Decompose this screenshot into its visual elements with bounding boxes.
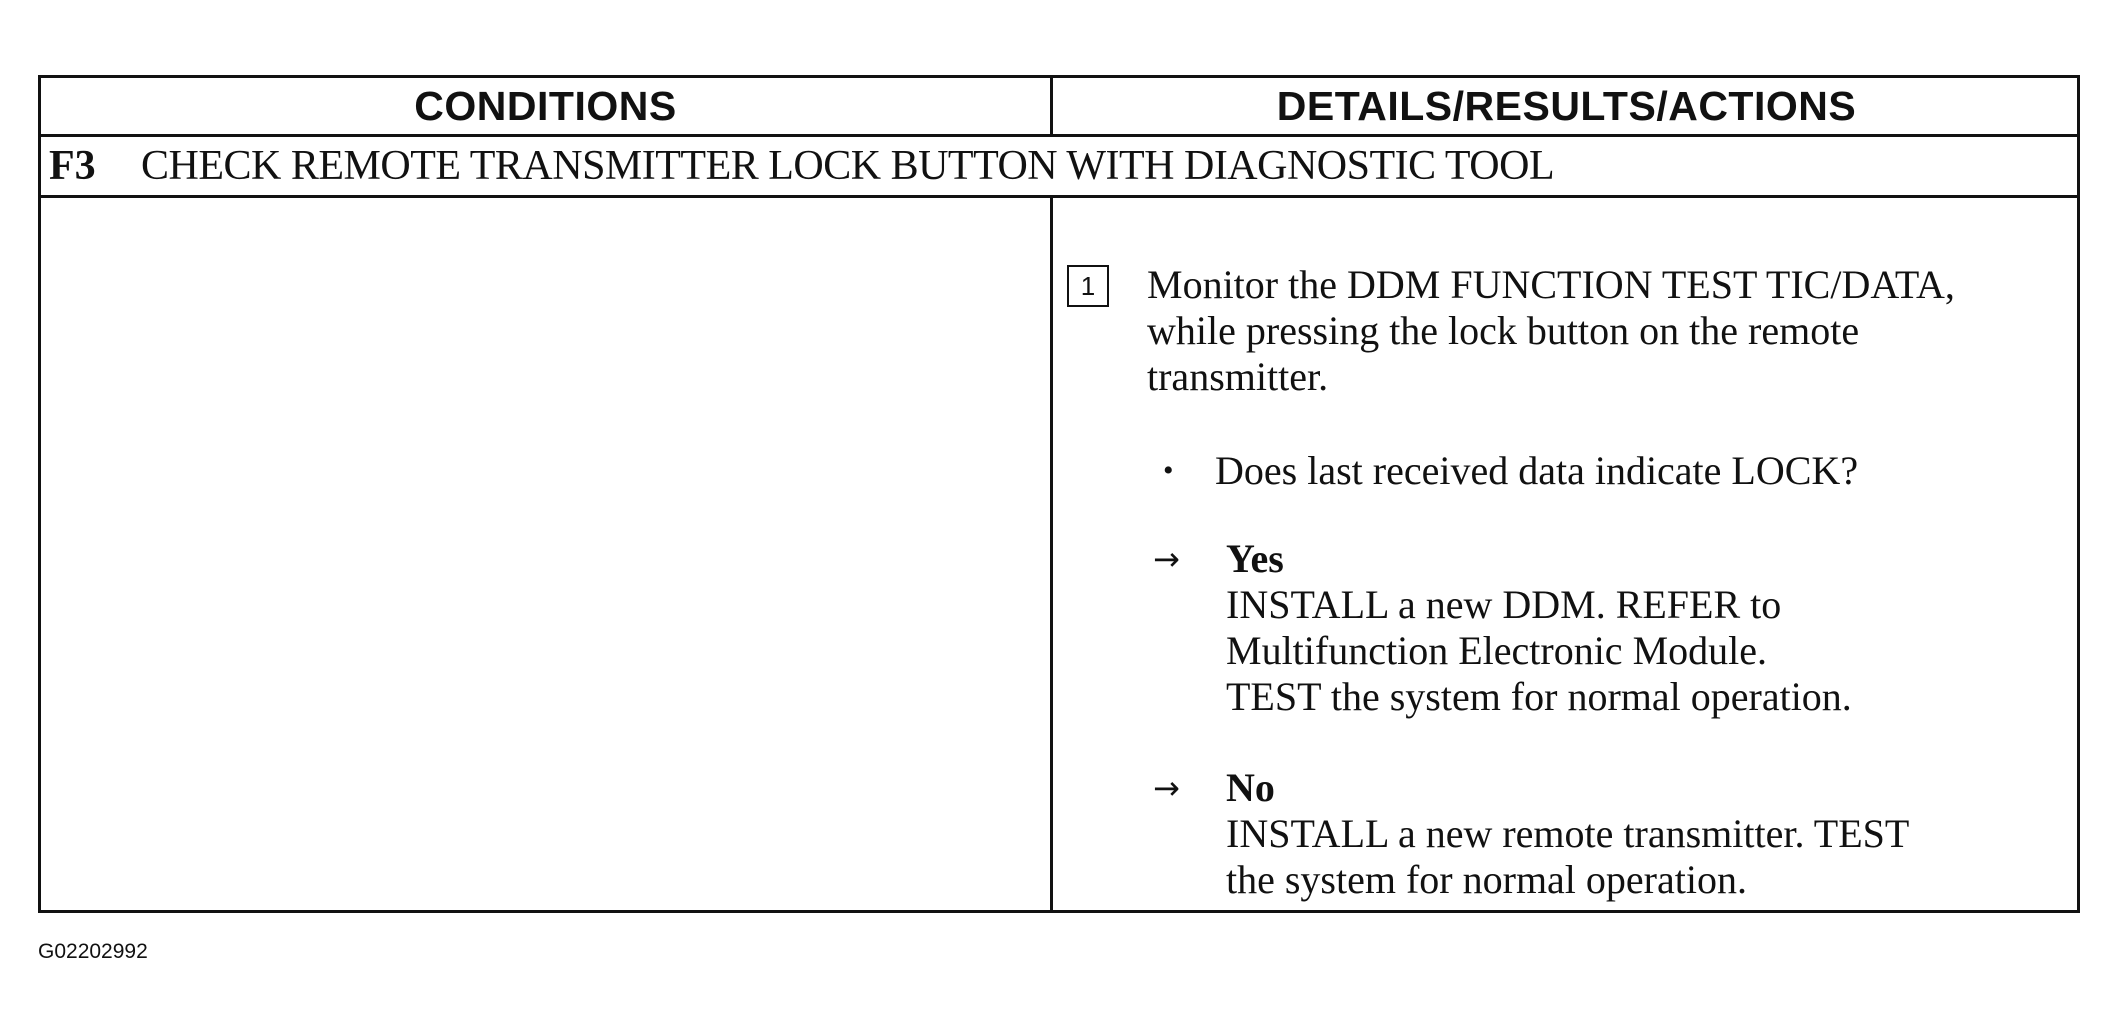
answer-yes: [1153, 536, 2073, 720]
answer-line: INSTALL a new DDM. REFER to: [1226, 582, 1782, 627]
details-cell: [1053, 198, 2080, 913]
question-text: Does last received data indicate LOCK?: [1215, 448, 1859, 493]
table-header-row: [41, 78, 2077, 137]
answer-line: INSTALL a new remote transmitter. TEST: [1226, 811, 1910, 856]
diagnostic-table: [38, 75, 2080, 913]
action-number-box: 1: [1067, 265, 1109, 307]
answer-line: TEST the system for normal operation.: [1226, 674, 1852, 719]
step-id: F3: [49, 143, 96, 189]
column-divider: [1050, 78, 1053, 137]
step-title-row: [41, 137, 2077, 198]
answer-yes-body: [1226, 536, 2073, 720]
answer-yes-label: Yes: [1226, 536, 1284, 581]
instruction-line: transmitter.: [1147, 354, 1329, 399]
details-header: DETAILS/RESULTS/ACTIONS: [1276, 82, 1857, 129]
figure-id: G02202992: [38, 940, 148, 963]
question-item: [1163, 448, 2063, 494]
answer-no-label: No: [1226, 765, 1275, 810]
answer-line: the system for normal operation.: [1226, 857, 1747, 902]
arrow-right-icon: →: [1153, 540, 1180, 578]
step-title: CHECK REMOTE TRANSMITTER LOCK BUTTON WITH DIAGNOSTIC TOOL: [141, 143, 1555, 189]
conditions-header: CONDITIONS: [414, 82, 677, 129]
answer-no-body: [1226, 765, 2073, 903]
conditions-cell: [41, 198, 1050, 913]
answer-no: [1153, 765, 2073, 903]
arrow-right-icon: →: [1153, 769, 1180, 807]
instruction-line: while pressing the lock button on the remote: [1147, 308, 1860, 353]
instruction-line: Monitor the DDM FUNCTION TEST TIC/DATA,: [1147, 262, 1955, 307]
answer-line: Multifunction Electronic Module.: [1226, 628, 1767, 673]
action-instruction: [1147, 262, 2072, 400]
bullet-icon: •: [1163, 454, 1174, 487]
